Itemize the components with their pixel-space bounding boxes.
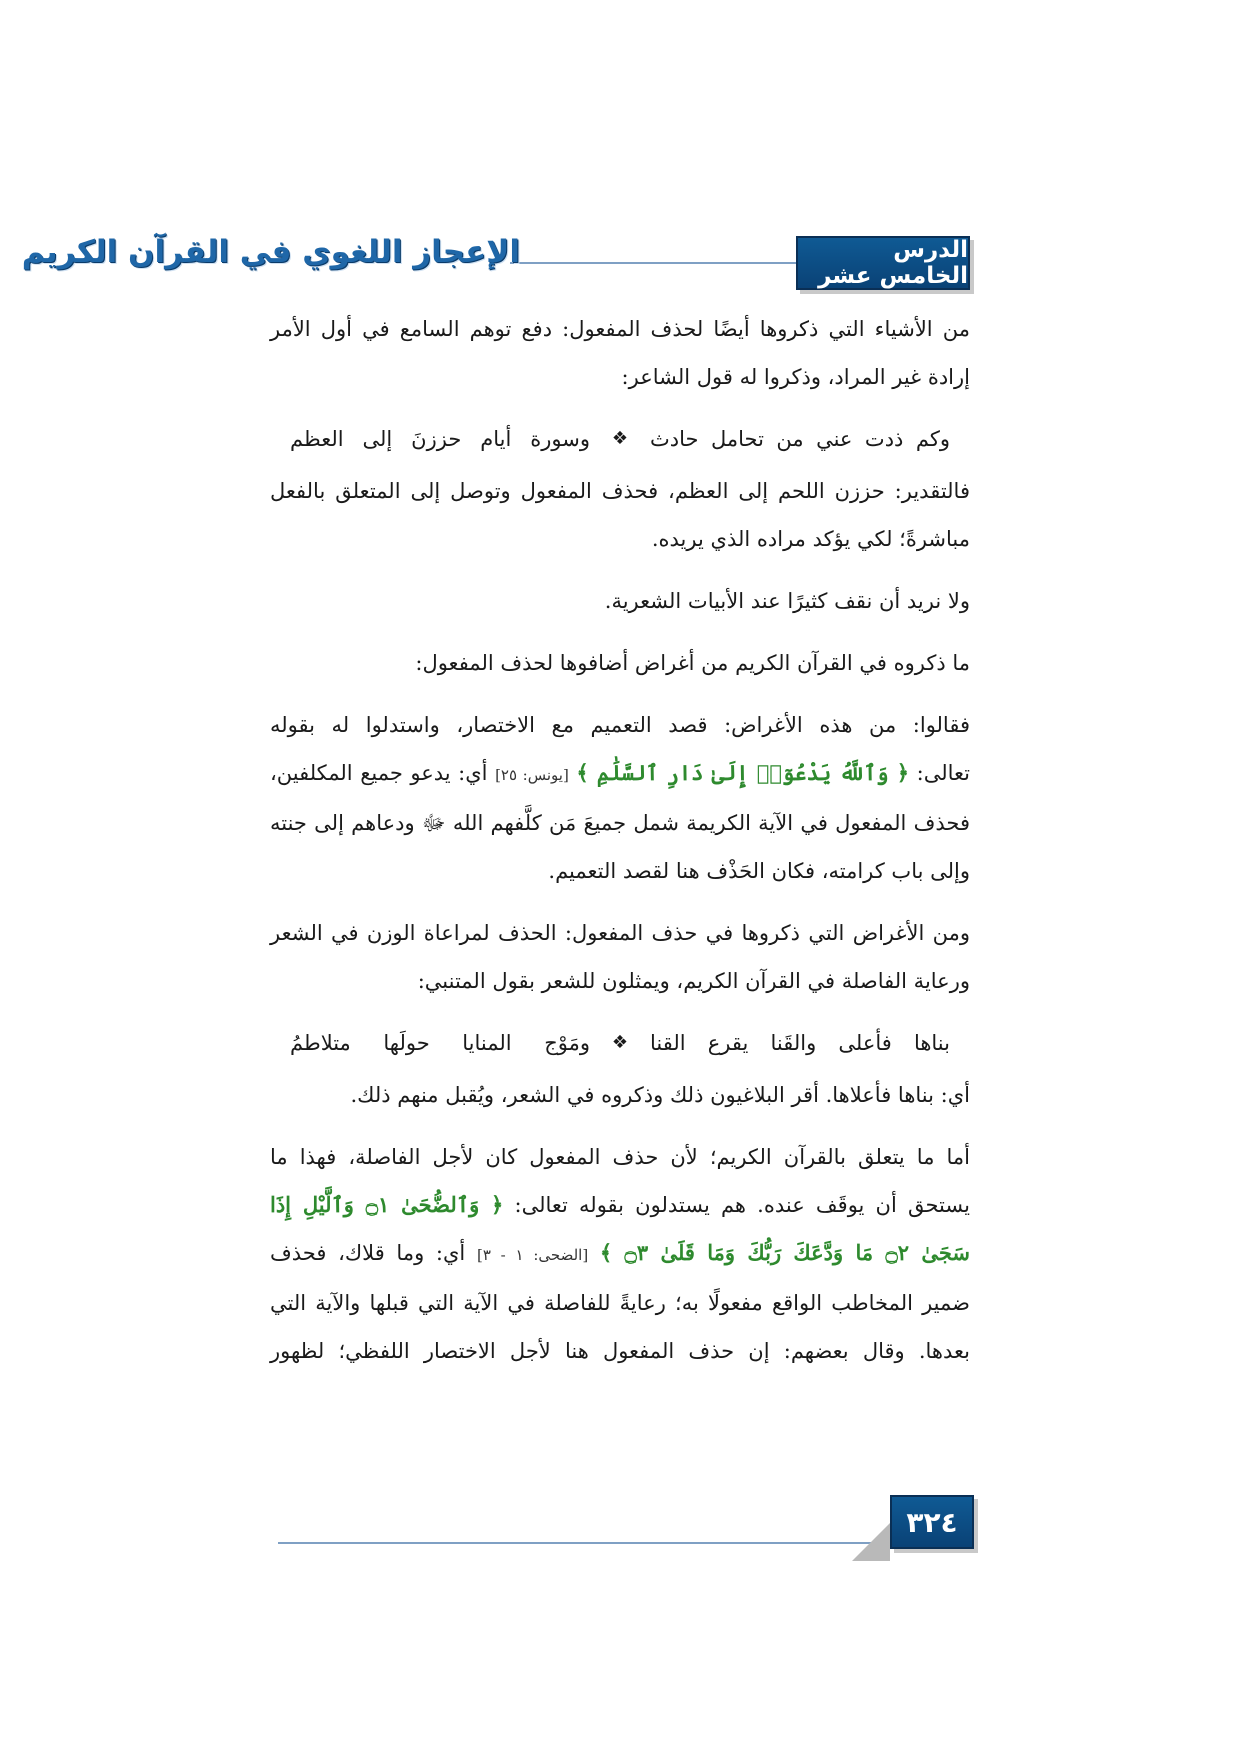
paragraph-6: [270, 909, 970, 1005]
paragraph-line: بعدها. وقال بعضهم: إن حذف المفعول هنا لأجل الاختصار اللفظي؛ لظهور: [270, 1339, 970, 1363]
quran-verse: سَجَىٰ ۝٢ مَا وَدَّعَكَ رَبُّكَ وَمَا قَلَىٰ ۝٣ ﴾: [599, 1240, 971, 1265]
paragraph-line: ضمير المخاطب الواقع مفعولًا به؛ رعايةً للفاصلة في الآية التي قبلها والآية التي: [270, 1291, 970, 1315]
page-body: [270, 305, 970, 1389]
paragraph-line: [270, 749, 970, 799]
paragraph-line: من الأشياء التي ذكروها أيضًا لحذف المفعول: دفع توهم السامع في أول الأمر: [270, 317, 970, 341]
quran-verse: ﴿ وَٱللَّهُ يَدْعُوٓا۟ إِلَىٰ دَارِ ٱلسَّلَٰمِ ﴾: [576, 760, 910, 785]
quran-verse: ﴿ وَٱلضُّحَىٰ ۝١ وَٱلَّيْلِ إِذَا: [270, 1192, 504, 1217]
poetry-verse-1: [270, 415, 970, 463]
page-number: ٣٢٤: [890, 1495, 974, 1549]
text-segment: أي: يدعو جميع المكلفين،: [270, 761, 488, 785]
verse-first-half: وكم ذدت عني من تحامل حادث: [650, 427, 950, 451]
chapter-label: الدرس الخامس عشر: [796, 236, 970, 290]
paragraph-3: ولا نريد أن نقف كثيرًا عند الأبيات الشعرية.: [604, 589, 970, 613]
poetry-verse-2: [270, 1019, 970, 1067]
paragraph-line: [270, 1181, 970, 1229]
paragraph-line: [270, 1229, 970, 1279]
paragraph-line: إرادة غير المراد، وذكروا له قول الشاعر:: [621, 365, 970, 389]
paragraph-line: ومن الأغراض التي ذكروها في حذف المفعول: الحذف لمراعاة الوزن في الشعر: [270, 921, 970, 945]
paragraph-2: [270, 467, 970, 563]
footer-shadow-decoration: [852, 1523, 890, 1561]
page-header: [21, 232, 970, 290]
paragraph-line: فالتقدير: حززن اللحم إلى العظم، فحذف المفعول وتوصل إلى المتعلق بالفعل: [270, 479, 970, 503]
paragraph-5: [270, 701, 970, 895]
verse-separator-icon: ❖: [611, 428, 629, 449]
text-segment: يستحق أن يوقَف عنده. هم يستدلون بقوله تعالى:: [514, 1193, 970, 1217]
verse-reference: [الضحى: ١ - ٣]: [476, 1246, 589, 1264]
verse-second-half: وسورة أيام حززنَ إلى العظم: [290, 427, 590, 451]
paragraph-1: [270, 305, 970, 401]
paragraph-8: [270, 1133, 970, 1375]
paragraph-line: مباشرةً؛ لكي يؤكد مراده الذي يريده.: [651, 527, 970, 551]
paragraph-line: أما ما يتعلق بالقرآن الكريم؛ لأن حذف المفعول كان لأجل الفاصلة، فهذا ما: [270, 1145, 970, 1169]
verse-separator-icon: ❖: [611, 1032, 629, 1053]
paragraph-7: أي: بناها فأعلاها. أقر البلاغيون ذلك وذكروه في الشعر، ويُقبل منهم ذلك.: [350, 1083, 970, 1107]
paragraph-4: ما ذكروه في القرآن الكريم من أغراض أضافوها لحذف المفعول:: [415, 651, 970, 675]
paragraph-line: فقالوا: من هذه الأغراض: قصد التعميم مع الاختصار، واستدلوا له بقوله: [270, 713, 970, 737]
verse-reference: [يونس: ٢٥]: [495, 766, 569, 784]
paragraph-line: ورعاية الفاصلة في القرآن الكريم، ويمثلون للشعر بقول المتنبي:: [417, 969, 970, 993]
text-segment: تعالى:: [916, 761, 970, 785]
verse-second-half: ومَوْج المنايا حولَها متلاطمُ: [290, 1031, 590, 1055]
book-title: الإعجاز اللغوي في القرآن الكريم: [21, 234, 520, 270]
footer-divider: [278, 1542, 888, 1544]
verse-first-half: بناها فأعلى والقَنا يقرع القنا: [650, 1031, 950, 1055]
paragraph-line: وإلى باب كرامته، فكان الحَذْف هنا لقصد التعميم.: [548, 859, 970, 883]
text-segment: أي: وما قلاك، فحذف: [270, 1241, 466, 1265]
header-divider: [510, 262, 796, 264]
paragraph-line: فحذف المفعول في الآية الكريمة شمل جميعَ مَن كلَّفهم الله ﷻ ودعاهم إلى جنته: [270, 811, 970, 835]
